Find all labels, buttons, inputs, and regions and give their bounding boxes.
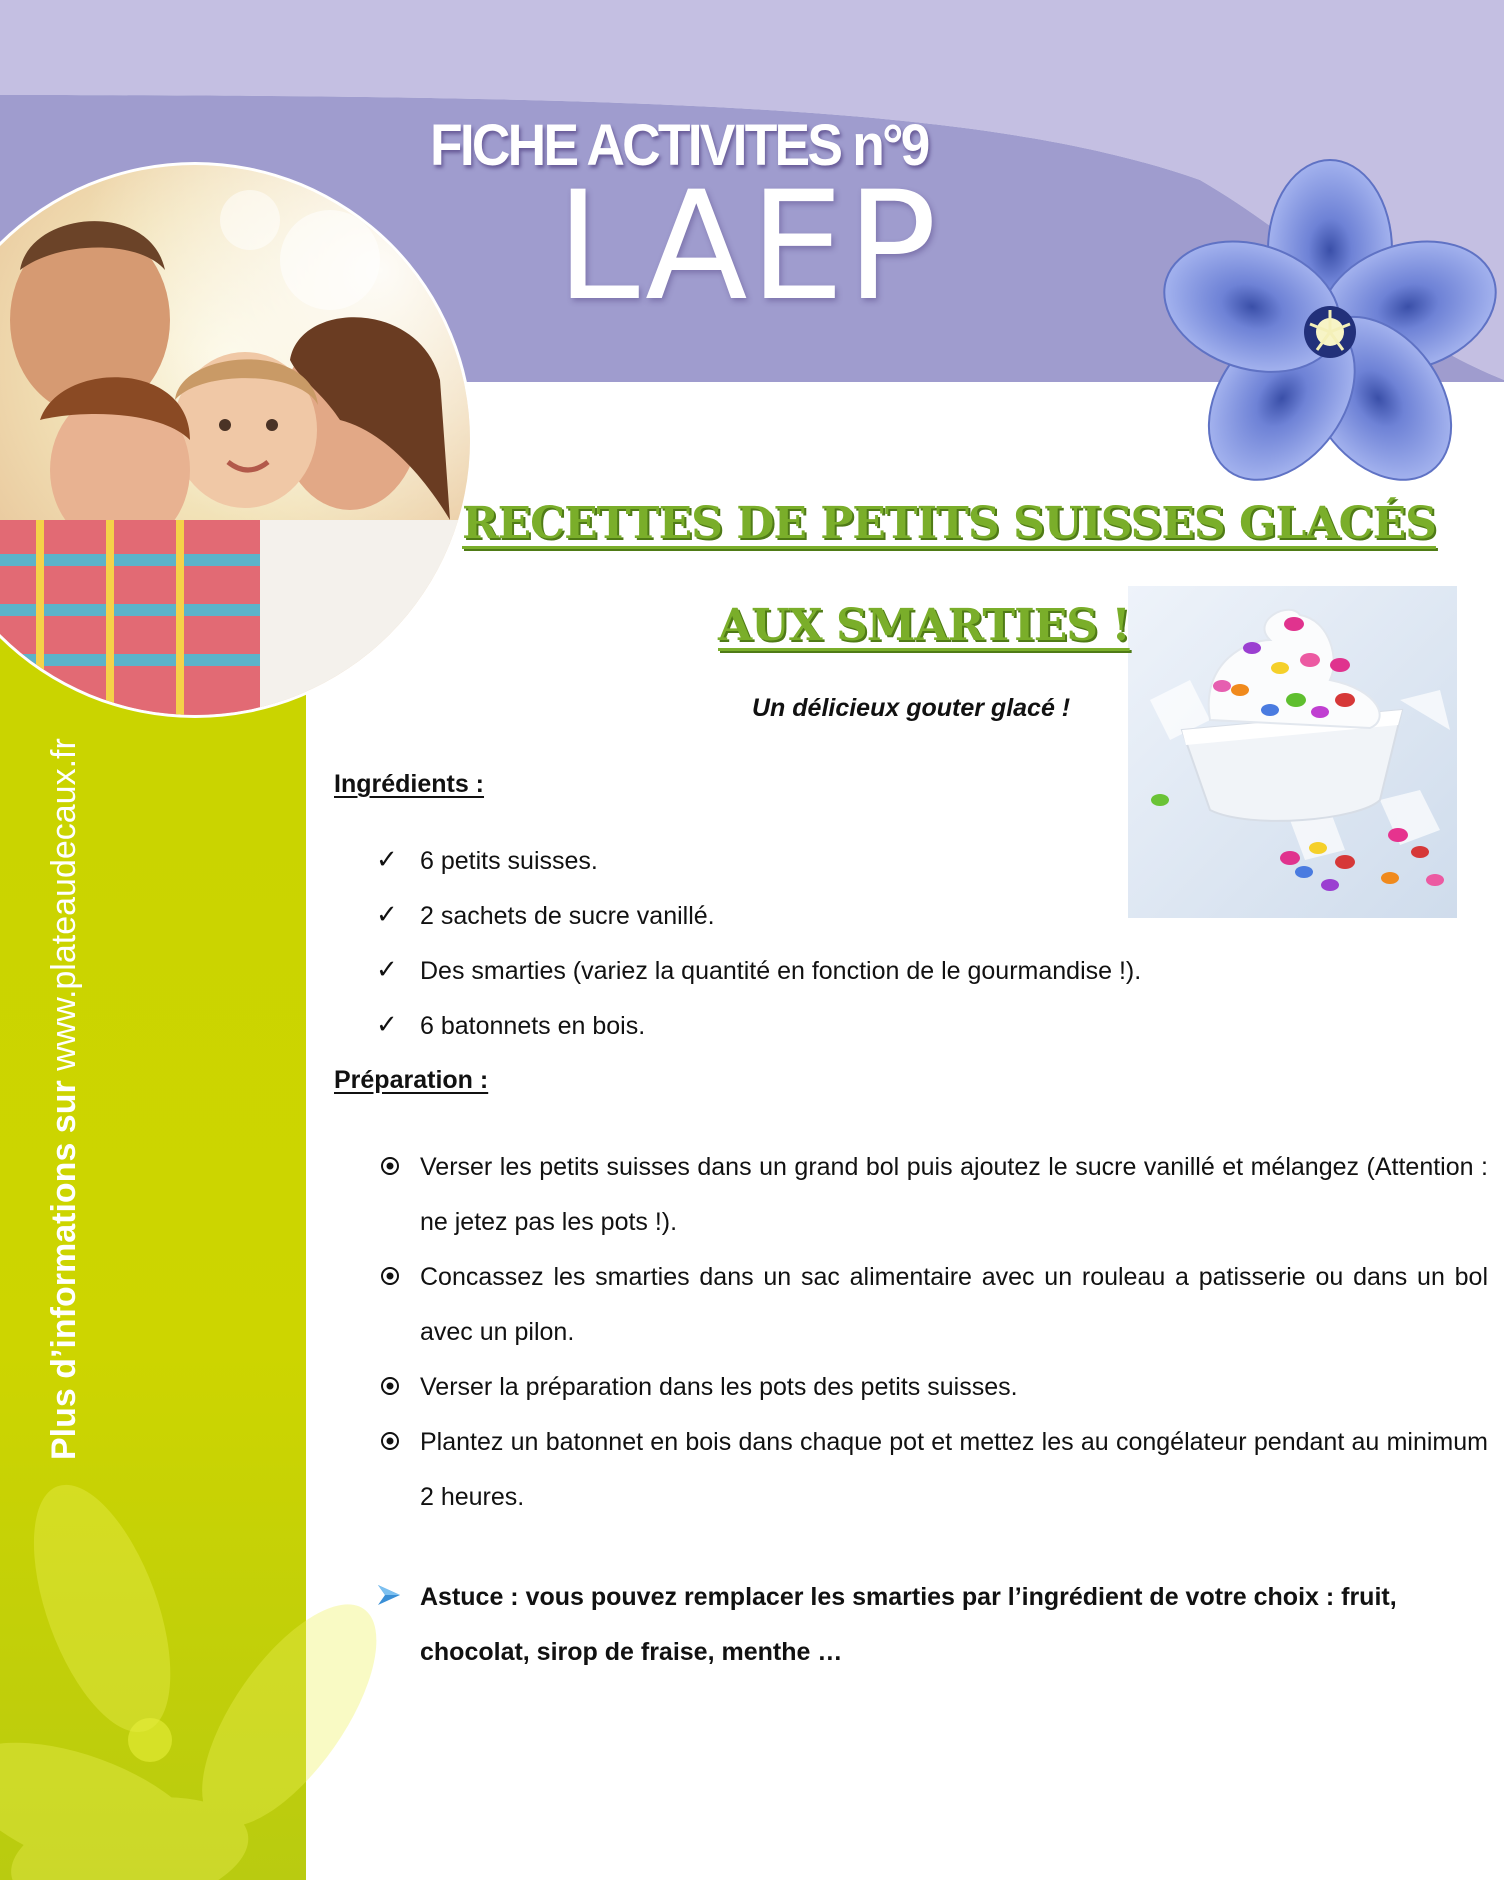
ingredient-text: 6 batonnets en bois. <box>420 1012 646 1040</box>
step-text: Verser la préparation dans les pots des petits suisses. <box>420 1373 1018 1401</box>
tip-block <box>376 1570 1488 1680</box>
tip-text: Astuce : vous pouvez remplacer les smarties par l’ingrédient de votre choix : fruit, chocolat, sirop de fraise, menthe … <box>420 1583 1397 1666</box>
recipe-title-line2: AUX SMARTIES ! <box>718 600 1130 651</box>
preparation-step <box>376 1415 1488 1525</box>
ingredient-text: 2 sachets de sucre vanillé. <box>420 902 715 930</box>
ingredient-item <box>376 956 1476 1011</box>
recipe-title-line1: RECETTES DE PETITS SUISSES GLACÉS <box>462 498 1436 549</box>
preparation-steps <box>376 1140 1488 1525</box>
header-title: LAEP <box>556 160 939 334</box>
side-info-text <box>32 738 96 1460</box>
arrowhead-icon <box>376 1582 402 1608</box>
ingredient-text: Des smarties (variez la quantité en fonction de le gourmandise !). <box>420 957 1142 985</box>
step-text: Plantez un batonnet en bois dans chaque pot et mettez les au congélateur pendant au minimum 2 heures. <box>420 1428 1488 1511</box>
preparation-step <box>376 1140 1488 1250</box>
step-text: Verser les petits suisses dans un grand bol puis ajoutez le sucre vanillé et mélangez (Attention : ne jetez pas les pots !). <box>420 1153 1488 1236</box>
step-text: Concassez les smarties dans un sac alimentaire avec un rouleau a patisserie ou dans un bol avec un pilon. <box>420 1263 1488 1346</box>
circled-dot-icon <box>380 1156 400 1176</box>
check-mark-icon: ✓ <box>376 844 398 874</box>
circled-dot-icon <box>380 1431 400 1451</box>
preparation-step <box>376 1360 1488 1415</box>
preparation-heading: Préparation : <box>334 1066 489 1094</box>
header-kicker: FICHE ACTIVITES n°9 <box>430 113 928 178</box>
circled-dot-icon <box>380 1266 400 1286</box>
ingredient-item <box>376 846 1476 901</box>
check-mark-icon: ✓ <box>376 954 398 984</box>
circled-dot-icon <box>380 1376 400 1396</box>
ingredient-text: 6 petits suisses. <box>420 847 598 875</box>
ingredients-list <box>376 846 1476 1066</box>
ingredients-heading: Ingrédients : <box>334 770 485 798</box>
ingredient-item <box>376 901 1476 956</box>
side-info-url[interactable]: www.plateaudecaux.fr <box>45 738 83 1071</box>
preparation-step <box>376 1250 1488 1360</box>
ingredient-item <box>376 1011 1476 1066</box>
check-mark-icon: ✓ <box>376 899 398 929</box>
side-info-lead: Plus d’informations sur <box>45 1080 83 1460</box>
check-mark-icon: ✓ <box>376 1009 398 1039</box>
recipe-subtitle: Un délicieux gouter glacé ! <box>752 694 1071 722</box>
